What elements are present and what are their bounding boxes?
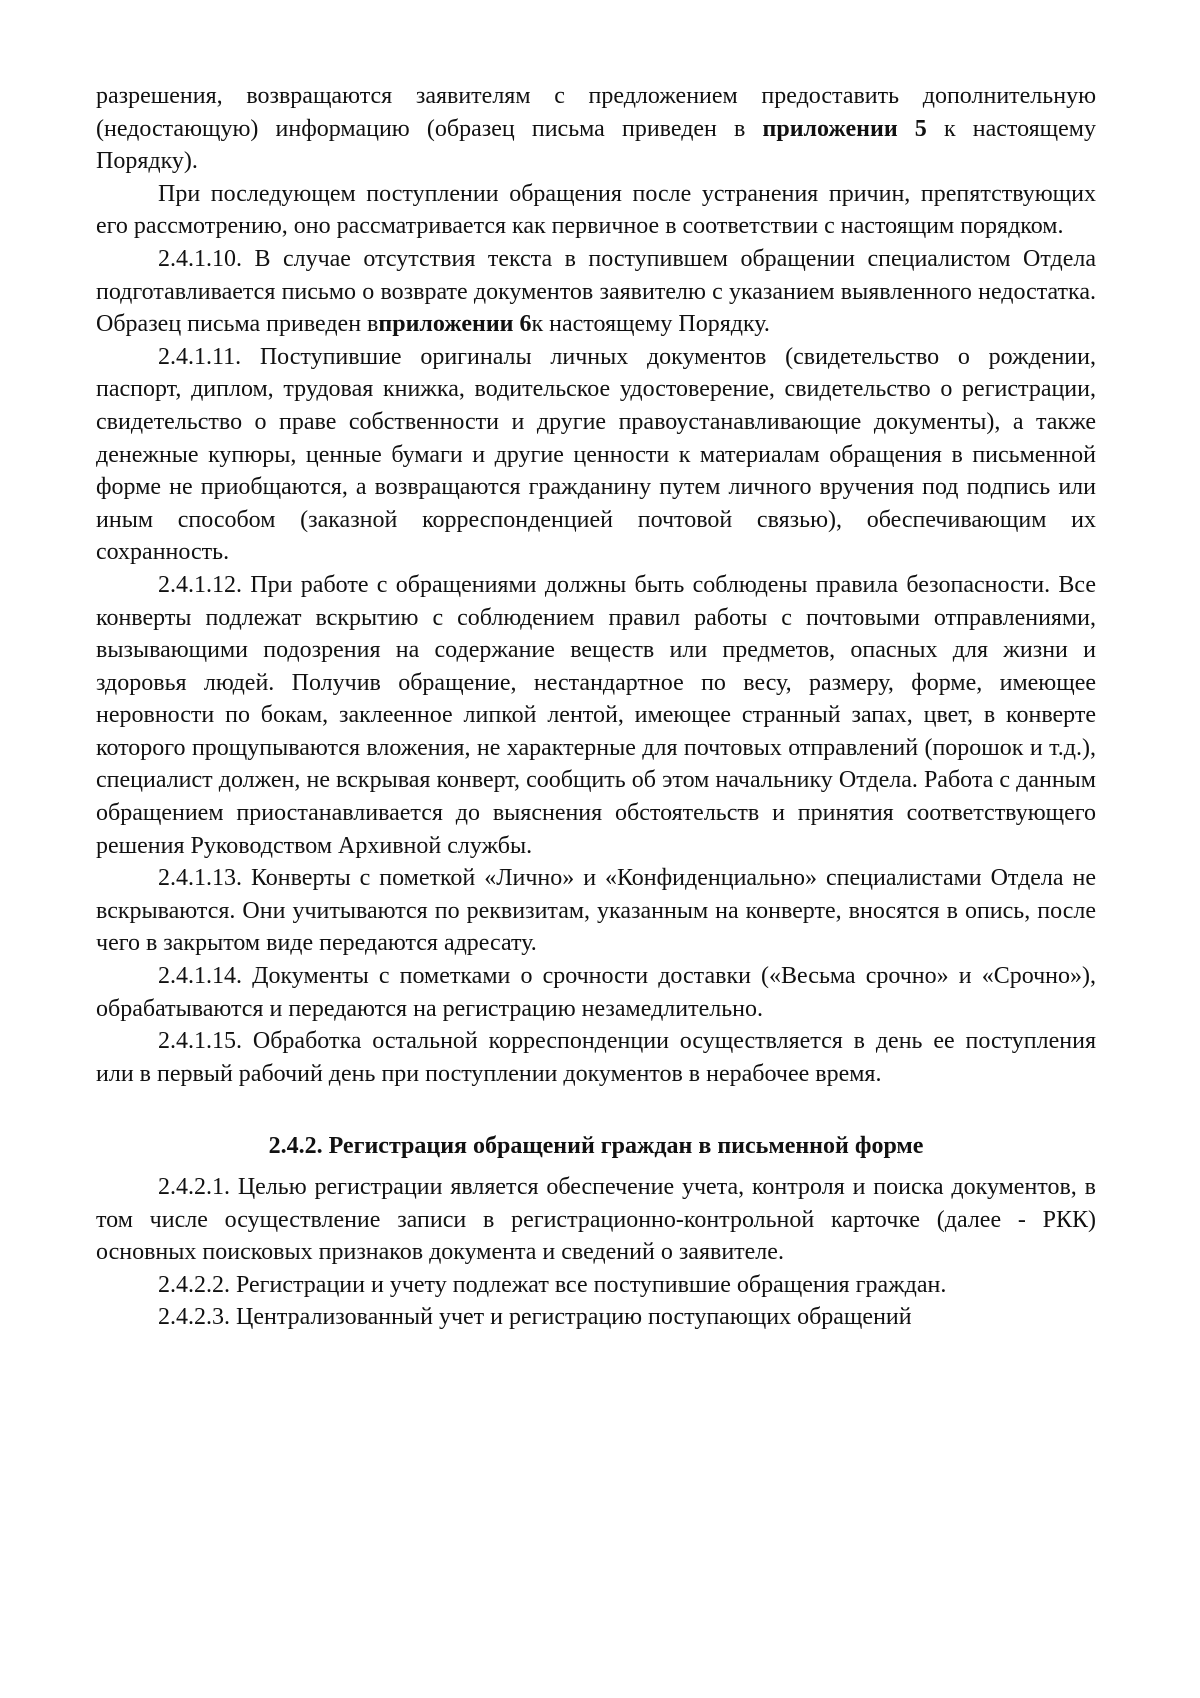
paragraph-2-4-1-13: 2.4.1.13. Конверты с пометкой «Лично» и «Конфиденциально» специалистами Отдела не вскрываются. Они учитываются по реквизитам, указанным на конверте, вносятся в опись, после чего в закрытом виде передаются адресату. <box>96 865 1096 957</box>
paragraph-text: 2.4.1.10. В случае отсутствия текста в поступившем обращении специалистом Отдела подготавливается письмо о возврате документов заявителю с указанием выявленного недостатка. Образец письма приведен в <box>96 245 1096 338</box>
paragraph-2-4-1-14: 2.4.1.14. Документы с пометками о срочности доставки («Весьма срочно» и «Срочно»), обрабатываются и передаются на регистрацию незамедлительно. <box>96 963 1096 1022</box>
document-page <box>96 80 1096 1334</box>
paragraph-resubmission: При последующем поступлении обращения после устранения причин, препятствующих его рассмотрению, оно рассматривается как первичное в соответствии с настоящим порядком. <box>96 180 1096 240</box>
paragraph-2-4-1-12: 2.4.1.12. При работе с обращениями должны быть соблюдены правила безопасности. Все конверты подлежат вскрытию с соблюдением правил работы с почтовыми отправлениями, вызывающими подозрения на содержание веществ или предметов, опасных для жизни и здоровья людей. Получив обращение, нестандартное по весу, размеру, форме, имеющее неровности по бокам, заклеенное липкой лентой, имеющее странный запах, цвет, в конверте которого прощупываются вложения, не характерные для почтовых отправлений (порошок и т.д.), специалист должен, не вскрывая конверт, сообщить об этом начальнику Отдела. Работа с данным обращением приостанавливается до выяснения обстоятельств и принятия соответствующего решения Руководством Архивной службы. <box>96 571 1096 859</box>
paragraph-2-4-2-3: 2.4.2.3. Централизованный учет и регистрацию поступающих обращений <box>158 1304 912 1331</box>
paragraph-2-4-2-2: 2.4.2.2. Регистрации и учету подлежат все поступившие обращения граждан. <box>158 1271 947 1298</box>
section-heading-2-4-2: 2.4.2. Регистрация обращений граждан в письменной форме <box>268 1133 924 1160</box>
paragraph-2-4-1-11: 2.4.1.11. Поступившие оригиналы личных документов (свидетельство о рождении, паспорт, диплом, трудовая книжка, водительское удостоверение, свидетельство о регистрации, свидетельство о праве собственности и другие правоустанавливающие документы), а также денежные купюры, ценные бумаги и другие ценности к материалам обращения в письменной форме не приобщаются, а возвращаются гражданину путем личного вручения под подпись или иным способом (заказной корреспонденцией почтовой связью), обеспечивающим их сохранность. <box>96 343 1096 566</box>
paragraph-text: к настоящему Порядку). <box>96 115 1096 175</box>
paragraph-return-request <box>96 80 1096 178</box>
paragraph-text: разрешения, возвращаются заявителям с предложением предоставить дополнительную (недостающую) информацию (образец письма приведен в <box>96 83 1096 142</box>
paragraph-2-4-1-10 <box>96 243 1096 341</box>
appendix-reference: приложении 6 <box>378 311 532 338</box>
paragraph-2-4-2-1: 2.4.2.1. Целью регистрации является обеспечение учета, контроля и поиска документов, в том числе осуществление записи в регистрационно-контрольной карточке (далее - РКК) основных поисковых признаков документа и сведений о заявителе. <box>96 1174 1096 1266</box>
appendix-reference: приложении 5 <box>762 115 927 142</box>
paragraph-text: к настоящему Порядку. <box>531 311 770 338</box>
paragraph-2-4-1-15: 2.4.1.15. Обработка остальной корреспонденции осуществляется в день ее поступления или в первый рабочий день при поступлении документов в нерабочее время. <box>96 1028 1096 1087</box>
